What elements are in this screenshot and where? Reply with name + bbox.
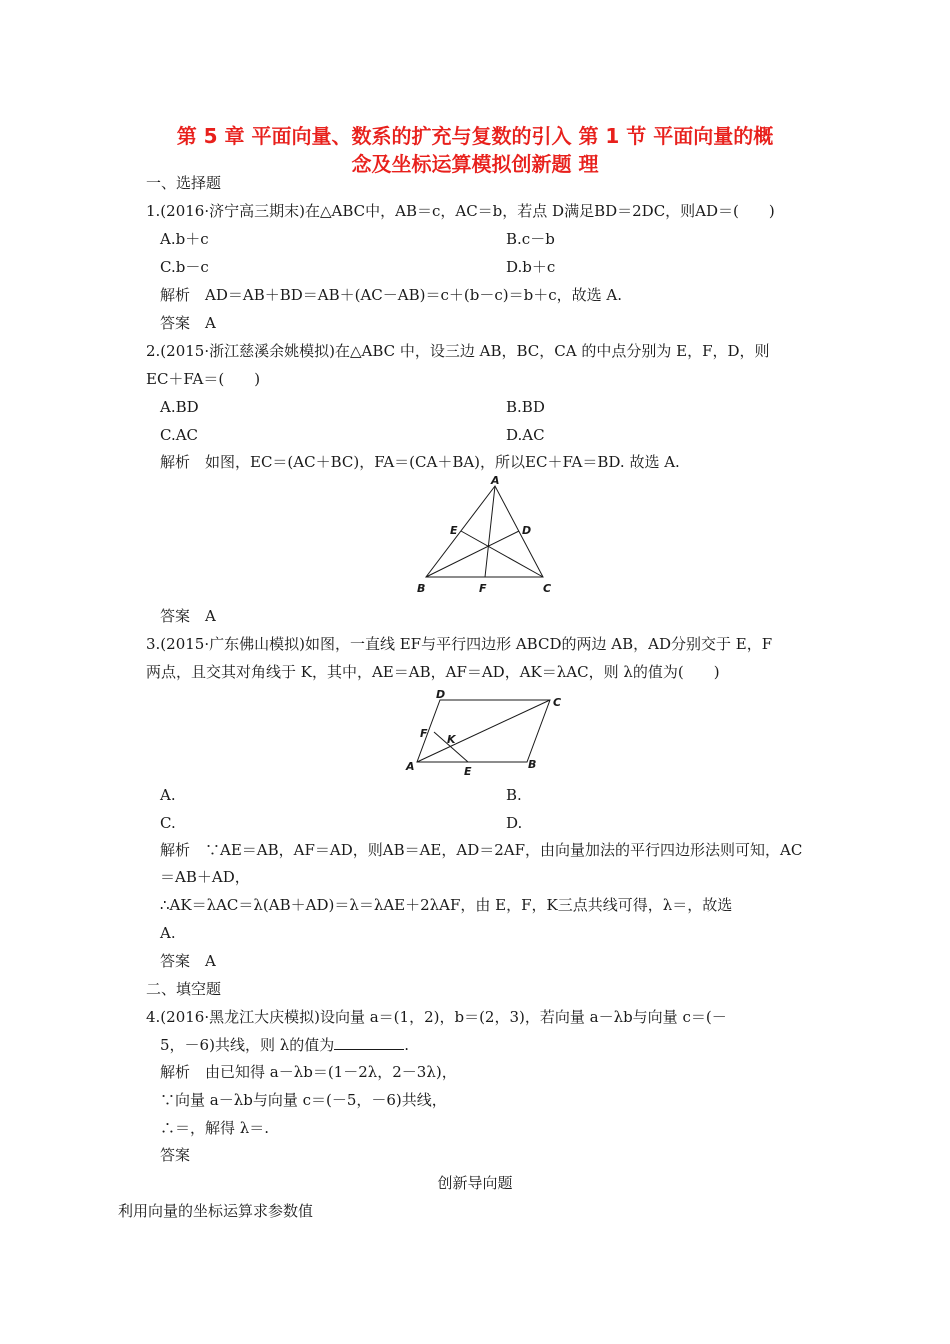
fig2-label-d: D: [522, 524, 532, 537]
q1-option-a: A.b＋c: [160, 230, 209, 248]
q1-option-d: D.b＋c: [506, 258, 556, 276]
q3-analysis-line-2: ＝AB＋AD，: [160, 868, 250, 886]
q2-option-a: A.BD: [160, 398, 199, 416]
q3-stem-line-1: 3.(2015·广东佛山模拟)如图，一直线 EF与平行四边形 ABCD的两边 AB，AD分别交于 E，F: [146, 635, 773, 653]
page-title: [120, 122, 830, 178]
q3-stem-line-2: 两点，且交其对角线于 K，其中，AE＝AB，AF＝AD，AK＝λAC，则 λ的值为( ): [146, 663, 720, 681]
fig3-label-e: E: [464, 765, 472, 778]
fig2-label-e: E: [450, 524, 458, 537]
q3-analysis-line-3: ∴AK＝λAC＝λ(AB＋AD)＝λ＝λAE＋2λAF，由 E，F，K三点共线可得，λ＝，故选: [160, 896, 733, 914]
title-line-1: 第 5 章 平面向量、数系的扩充与复数的引入 第 1 节 平面向量的概: [176, 124, 774, 148]
q4-analysis-line-1: 解析 由已知得 a－λb＝(1－2λ，2－3λ)，: [160, 1063, 457, 1081]
innovation-heading: 创新导向题: [437, 1174, 513, 1192]
section-heading-choice: 一、选择题: [146, 174, 222, 192]
q3-analysis-line-1: 解析 ∵AE＝AB，AF＝AD，则AB＝AE，AD＝2AF，由向量加法的平行四边形法则可知，AC: [160, 841, 803, 859]
q3-answer: 答案 A: [160, 952, 216, 970]
q4-analysis-line-2: ∵向量 a－λb与向量 c＝(－5，－6)共线，: [160, 1091, 447, 1109]
q4-stem-line-2-end: .: [404, 1036, 409, 1054]
q2-stem-line-2: EC＋FA＝( ): [146, 370, 261, 388]
q3-analysis-line-4: A.: [160, 924, 176, 942]
q1-answer: 答案 A: [160, 314, 216, 332]
parallelogram-figure: [398, 686, 578, 780]
fig2-label-f: F: [479, 582, 487, 595]
fig3-label-c: C: [553, 696, 562, 709]
title-line-2: 念及坐标运算模拟创新题 理: [351, 152, 599, 176]
q1-option-b: B.c－b: [506, 230, 555, 248]
fig3-label-k: K: [447, 733, 456, 746]
q3-option-b: B.: [506, 786, 522, 804]
q3-option-d: D.: [506, 814, 523, 832]
q4-stem-line-2: [160, 1035, 409, 1055]
q1-analysis: 解析 AD＝AB＋BD＝AB＋(AC－AB)＝c＋(b－c)＝b＋c，故选 A.: [160, 286, 622, 304]
q4-answer-blank: [334, 1035, 404, 1050]
fig3-label-f: F: [420, 727, 428, 740]
q1-stem: 1.(2016·济宁高三期末)在△ABC中，AB＝c，AC＝b，若点 D满足BD＝2DC，则AD＝( ): [146, 202, 775, 220]
q2-option-d: D.AC: [506, 426, 545, 444]
q4-answer: 答案: [160, 1146, 191, 1164]
q2-analysis: 解析 如图，EC＝(AC＋BC)，FA＝(CA＋BA)，所以EC＋FA＝BD. 故选 A.: [160, 453, 680, 471]
fig2-label-b: B: [417, 582, 426, 595]
innovation-subheading: 利用向量的坐标运算求参数值: [118, 1202, 314, 1220]
fig2-label-c: C: [543, 582, 552, 595]
q2-answer: 答案 A: [160, 607, 216, 625]
fig3-label-b: B: [528, 758, 537, 771]
section-heading-fill: 二、填空题: [146, 980, 222, 998]
fig3-label-a: A: [406, 760, 415, 773]
q1-option-c: C.b－c: [160, 258, 209, 276]
q2-option-c: C.AC: [160, 426, 199, 444]
fig3-label-d: D: [436, 688, 446, 701]
q3-option-c: C.: [160, 814, 176, 832]
q4-analysis-line-3: ∴＝，解得 λ＝.: [160, 1119, 270, 1137]
q4-stem-line-2-text: 5，－6)共线，则 λ的值为: [160, 1036, 335, 1054]
triangle-figure: [400, 474, 570, 600]
q2-option-b: B.BD: [506, 398, 545, 416]
fig2-label-a: A: [491, 474, 500, 487]
q2-stem-line-1: 2.(2015·浙江慈溪余姚模拟)在△ABC 中，设三边 AB，BC，CA 的中点分别为 E，F，D，则: [146, 342, 770, 360]
q4-stem-line-1: 4.(2016·黑龙江大庆模拟)设向量 a＝(1，2)，b＝(2，3)，若向量 a－λb与向量 c＝(－: [146, 1008, 727, 1026]
q3-option-a: A.: [160, 786, 176, 804]
